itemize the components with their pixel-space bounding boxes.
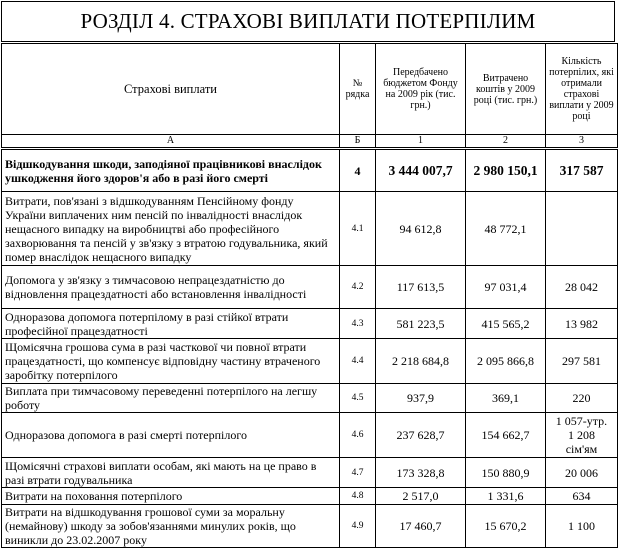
row-spent: 2 095 866,8: [466, 339, 546, 384]
row-description: Щомісячні страхові виплати особам, які мають на це право в разі втрати годувальника: [2, 458, 340, 488]
row-description: Допомога у зв'язку з тимчасовою непрацездатністю до відновлення працездатності або встановлення інвалідності: [2, 266, 340, 309]
row-planned: 237 628,7: [376, 413, 466, 458]
row-planned: 94 612,8: [376, 192, 466, 266]
table-row: [2, 149, 618, 192]
payments-table: [1, 43, 618, 548]
row-victims: 297 581: [546, 339, 618, 384]
table-row: [2, 384, 618, 413]
row-planned: 117 613,5: [376, 266, 466, 309]
row-spent: 48 772,1: [466, 192, 546, 266]
row-spent: 97 031,4: [466, 266, 546, 309]
row-planned: 581 223,5: [376, 309, 466, 339]
index-cell: 3: [546, 135, 618, 149]
table-row: [2, 413, 618, 458]
row-description: Витрати на поховання потерпілого: [2, 488, 340, 505]
row-description: Витрати, пов'язані з відшкодуванням Пенсійному фонду України виплачених ним пенсій по інвалідності внаслідок нещасного випадку на виробництві або професійного захворювання та пенсій у зв'язку з втратою годувальника, який помер внаслідок нещасного випадку: [2, 192, 340, 266]
row-victims: 20 006: [546, 458, 618, 488]
victims-line: 1 057-утр.: [555, 414, 608, 428]
table-row: [2, 266, 618, 309]
row-victims: 28 042: [546, 266, 618, 309]
row-number: 4.2: [340, 266, 376, 309]
row-description: Одноразова допомога потерпілому в разі стійкої втрати професійної працездатності: [2, 309, 340, 339]
row-number: 4: [340, 149, 376, 192]
index-cell: 1: [376, 135, 466, 149]
row-spent: 1 331,6: [466, 488, 546, 505]
row-number: 4.5: [340, 384, 376, 413]
row-spent: 369,1: [466, 384, 546, 413]
table-row: [2, 458, 618, 488]
row-spent: 154 662,7: [466, 413, 546, 458]
report-page: [1, 1, 617, 548]
row-victims: [546, 413, 618, 458]
row-planned: 173 328,8: [376, 458, 466, 488]
row-victims: 317 587: [546, 149, 618, 192]
row-victims: 634: [546, 488, 618, 505]
victims-line: сім'ям: [565, 442, 598, 456]
row-spent: 150 880,9: [466, 458, 546, 488]
index-cell: Б: [340, 135, 376, 149]
table-row: [2, 309, 618, 339]
header-row-no: № рядка: [340, 44, 376, 135]
row-number: 4.4: [340, 339, 376, 384]
header-planned: Передбачено бюджетом Фонду на 2009 рік (тис. грн.): [376, 44, 466, 135]
row-planned: 2 517,0: [376, 488, 466, 505]
row-description: Відшкодування шкоди, заподіяної працівникові внаслідок ушкодження його здоров'я або в разі його смерті: [2, 149, 340, 192]
row-number: 4.6: [340, 413, 376, 458]
table-row: [2, 192, 618, 266]
row-description: Щомісячна грошова сума в разі часткової чи повної втрати працездатності, що компенсує відповідну частину втраченого заробітку потерпілого: [2, 339, 340, 384]
row-number: 4.3: [340, 309, 376, 339]
row-victims: [546, 192, 618, 266]
table-index-row: [2, 135, 618, 149]
table-header-row: [2, 44, 618, 135]
row-number: 4.9: [340, 505, 376, 548]
row-planned: 2 218 684,8: [376, 339, 466, 384]
row-spent: 415 565,2: [466, 309, 546, 339]
row-description: Виплата при тимчасовому переведенні потерпілого на легшу роботу: [2, 384, 340, 413]
row-planned: 17 460,7: [376, 505, 466, 548]
header-payments: Страхові виплати: [2, 44, 340, 135]
row-description: Витрати на відшкодування грошової суми за моральну (немайнову) шкоду за зобов'язаннями минулих років, що виникли до 23.02.2007 року: [2, 505, 340, 548]
table-row: [2, 339, 618, 384]
row-number: 4.7: [340, 458, 376, 488]
row-spent: 2 980 150,1: [466, 149, 546, 192]
header-victims: Кількість потерпілих, які отримали страхові виплати у 2009 році: [546, 44, 618, 135]
row-description: Одноразова допомога в разі смерті потерпілого: [2, 413, 340, 458]
section-title: РОЗДІЛ 4. СТРАХОВІ ВИПЛАТИ ПОТЕРПІЛИМ: [1, 1, 615, 42]
row-victims: 1 100: [546, 505, 618, 548]
table-row: [2, 505, 618, 548]
row-number: 4.8: [340, 488, 376, 505]
row-spent: 15 670,2: [466, 505, 546, 548]
row-planned: 3 444 007,7: [376, 149, 466, 192]
index-cell: А: [2, 135, 340, 149]
row-victims: 13 982: [546, 309, 618, 339]
row-number: 4.1: [340, 192, 376, 266]
row-victims: 220: [546, 384, 618, 413]
header-spent: Витрачено коштів у 2009 році (тис. грн.): [466, 44, 546, 135]
row-planned: 937,9: [376, 384, 466, 413]
victims-line: 1 208: [568, 428, 595, 442]
table-row: [2, 488, 618, 505]
index-cell: 2: [466, 135, 546, 149]
